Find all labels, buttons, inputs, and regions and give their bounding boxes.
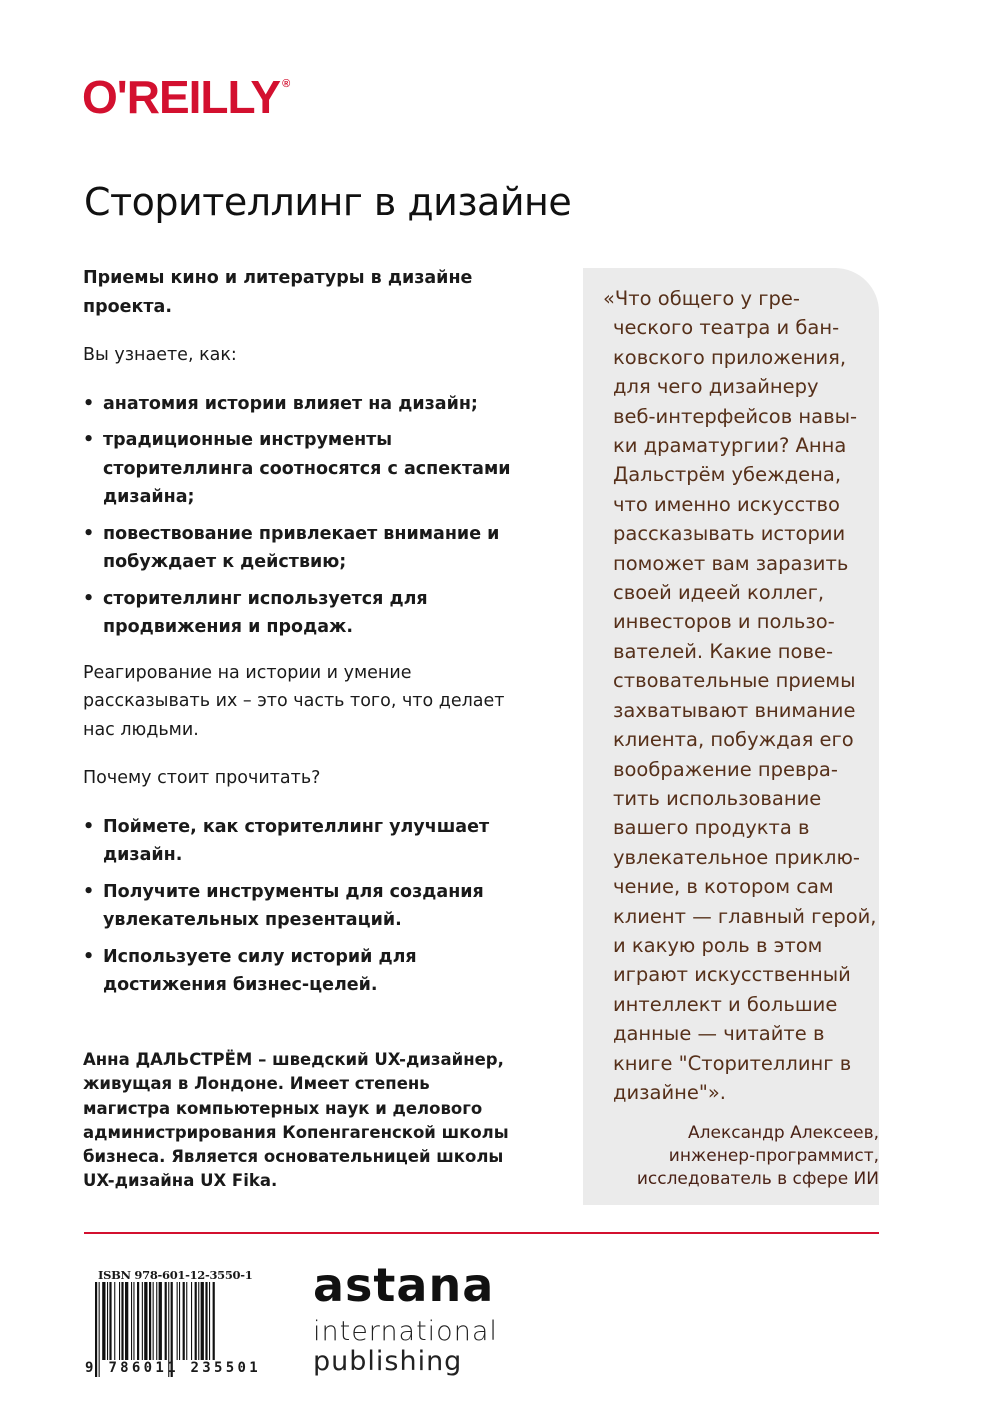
- text-line: дизайн.: [103, 845, 183, 865]
- text-line: ковского приложения,: [613, 345, 847, 369]
- why-list: [83, 813, 553, 1000]
- text-line: рассказывать их – это часть того, что делает: [83, 691, 505, 711]
- text-line: увлекательных презентаций.: [103, 910, 402, 930]
- text-line: инвесторов и пользо-: [613, 610, 835, 634]
- barcode-bar: [119, 1282, 120, 1360]
- text-line: администрирования Копенгагенской школы: [83, 1122, 509, 1142]
- oreilly-logo: [82, 70, 289, 124]
- text-line: ки драматургии? Анна: [613, 434, 847, 458]
- list-item: [83, 943, 553, 1000]
- barcode-bar: [186, 1282, 187, 1360]
- text-line: живущая в Лондоне. Имеет степень: [83, 1074, 430, 1094]
- text-line: • Получите инструменты для создания: [103, 881, 484, 902]
- text-line: воображение превра-: [613, 757, 838, 781]
- text-line: ствовательные приемы: [613, 669, 856, 693]
- barcode-bar: [125, 1282, 128, 1360]
- text-line: • анатомия истории влияет на дизайн;: [103, 393, 478, 414]
- text-line: для чего дизайнеру: [613, 375, 819, 399]
- barcode-bar: [195, 1282, 197, 1360]
- barcode-bar: [191, 1282, 192, 1360]
- text-line: захватывают внимание: [613, 698, 856, 722]
- text-line: дизайна;: [103, 487, 195, 507]
- text-line: нас людьми.: [83, 719, 199, 740]
- divider: [84, 1232, 879, 1234]
- barcode-bar: [198, 1282, 199, 1360]
- logo-text: O'REILLY: [82, 71, 281, 123]
- text-line: Александр Алексеев,: [688, 1123, 879, 1143]
- barcode-bar: [153, 1282, 154, 1360]
- text-line: тить использование: [613, 786, 822, 810]
- isbn-label: ISBN 978-601-12-3550-1: [98, 1268, 253, 1282]
- text-line: вашего продукта в: [613, 816, 810, 840]
- text-line: • Используете силу историй для: [103, 946, 417, 967]
- author-bio: [83, 1048, 509, 1194]
- barcode-bar: [209, 1282, 210, 1360]
- barcode-bar: [114, 1282, 115, 1360]
- barcode-bar: [144, 1282, 147, 1360]
- barcode-bar: [133, 1282, 134, 1360]
- text-line: играют искусственный: [613, 963, 851, 987]
- text-line: и какую роль в этом: [613, 933, 823, 957]
- barcode-bar: [102, 1282, 105, 1360]
- text-line: ческого театра и бан-: [613, 316, 840, 340]
- text-line: книге "Сторителлинг в: [613, 1051, 852, 1075]
- list-item: [83, 813, 553, 870]
- registered-mark: ®: [282, 78, 290, 90]
- text-line: инженер-программист,: [668, 1146, 879, 1166]
- text-line: • традиционные инструменты: [103, 430, 393, 450]
- barcode-bar: [179, 1282, 180, 1360]
- list-item: [83, 426, 553, 512]
- barcode-bar: [159, 1282, 162, 1360]
- barcode-digits: 9 786011 235501: [85, 1360, 261, 1376]
- text-line: бизнеса. Является основательницей школы: [83, 1147, 504, 1167]
- list-item: [83, 878, 553, 935]
- learn-list: [83, 390, 553, 642]
- quote-attribution: [637, 1122, 879, 1191]
- astana-logo: astana: [313, 1258, 495, 1312]
- barcode-bar: [201, 1282, 204, 1360]
- text-line: сторителлинга соотносятся с аспектами: [103, 458, 511, 479]
- statement: [83, 659, 553, 745]
- book-title: Сторителлинг в дизайне: [84, 180, 572, 224]
- text-line: чение, в котором сам: [613, 875, 834, 899]
- barcode-bar: [109, 1282, 111, 1360]
- text-line: Реагирование на истории и умение: [83, 662, 412, 683]
- barcode-bar: [107, 1282, 108, 1360]
- text-line: достижения бизнес-целей.: [103, 975, 378, 995]
- text-line: продвижения и продаж.: [103, 617, 354, 637]
- barcode-bar: [183, 1282, 185, 1360]
- text-line: Приемы кино и литературы в дизайне: [83, 268, 473, 288]
- text-line: магистра компьютерных наук и делового: [83, 1098, 483, 1118]
- barcode-bar: [121, 1282, 123, 1360]
- text-line: UX-дизайна UX Fika.: [83, 1171, 278, 1191]
- barcode-bar: [149, 1282, 151, 1360]
- list-item: [83, 585, 553, 642]
- imprint-line-2: publishing: [313, 1346, 463, 1377]
- barcode-bar: [213, 1282, 215, 1360]
- text-line: клиент — главный герой,: [613, 904, 877, 928]
- barcode-bar: [142, 1282, 143, 1360]
- text-line: «Что общего у гре-: [603, 287, 800, 310]
- text-line: Анна ДАЛЬСТРЁМ – шведский UX-дизайнер,: [83, 1050, 504, 1069]
- barcode-bar: [165, 1282, 167, 1360]
- barcode-bar: [205, 1282, 207, 1360]
- text-line: увлекательное приклю-: [613, 845, 860, 869]
- text-line: рассказывать истории: [613, 522, 846, 546]
- text-line: побуждает к действию;: [103, 552, 347, 572]
- barcode-bar: [156, 1282, 157, 1360]
- text-line: исследователь в сфере ИИ: [636, 1169, 879, 1189]
- text-line: интеллект и большие: [613, 992, 838, 1016]
- text-line: что именно искусство: [613, 492, 840, 516]
- learn-heading: Вы узнаете, как:: [83, 345, 237, 365]
- text-line: • Поймете, как сторителлинг улучшает: [103, 816, 490, 837]
- list-item: [83, 390, 553, 419]
- why-heading: Почему стоит прочитать?: [83, 768, 321, 788]
- text-line: вателей. Какие пове-: [613, 639, 833, 663]
- list-item: [83, 520, 553, 577]
- barcode-bar: [137, 1282, 139, 1360]
- text-line: проекта.: [83, 296, 172, 317]
- imprint-line-1: international: [313, 1316, 498, 1347]
- text-line: веб-интерфейсов навы-: [613, 404, 858, 428]
- review-quote: [600, 284, 877, 1107]
- text-line: дизайне"».: [613, 1080, 726, 1104]
- text-line: Дальстрём убеждена,: [613, 463, 842, 487]
- text-line: клиента, побуждая его: [613, 728, 854, 752]
- text-line: поможет вам заразить: [613, 551, 849, 575]
- barcode-bar: [177, 1282, 178, 1360]
- text-line: • повествование привлекает внимание и: [103, 523, 500, 544]
- intro: [83, 264, 553, 321]
- description-column: [83, 264, 553, 1017]
- text-line: • сторителлинг используется для: [103, 588, 428, 609]
- text-line: своей идеей коллег,: [613, 581, 825, 605]
- barcode-bar: [131, 1282, 132, 1360]
- text-line: данные — читайте в: [613, 1022, 825, 1046]
